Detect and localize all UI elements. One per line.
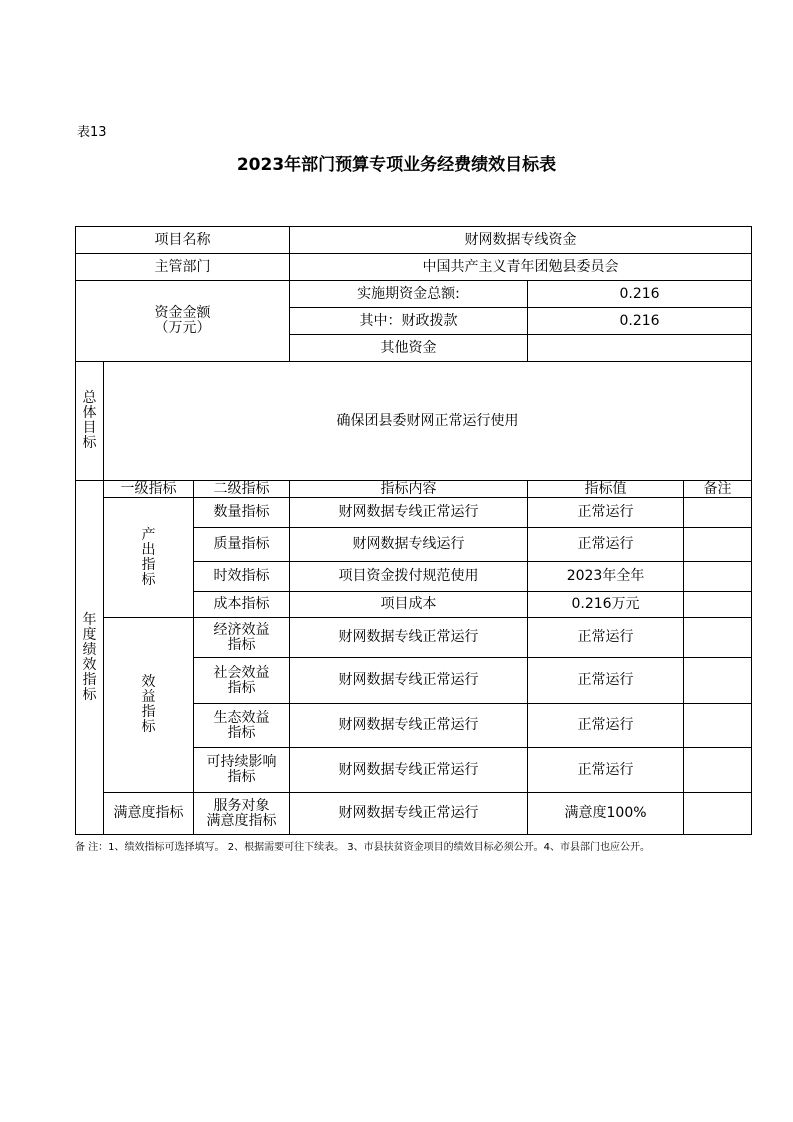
output-label-char: 出 [141, 541, 156, 558]
other-funds-value [528, 335, 752, 362]
benefit-label-char: 效 [141, 674, 156, 690]
value-cell: 正常运行 [528, 748, 684, 793]
total-funds-value: 0.216 [528, 281, 752, 308]
content-cell: 项目成本 [290, 592, 528, 618]
value-cell: 满意度100% [528, 793, 684, 835]
table-row [76, 618, 752, 658]
header-remark: 备注 [684, 481, 752, 498]
indicator-header-row [76, 481, 752, 498]
department-value: 中国共产主义青年团勉县委员会 [290, 254, 752, 281]
remark-cell [684, 498, 752, 528]
project-name-row [76, 227, 752, 254]
overall-goal-text: 确保团县委财网正常运行使用 [104, 362, 752, 481]
funds-label [76, 281, 290, 362]
overall-goal-char: 目 [82, 420, 97, 436]
remark-cell [684, 592, 752, 618]
level2-line2: 指标 [227, 679, 256, 696]
level2-cell [194, 793, 290, 835]
level2-line1: 服务对象 [213, 797, 270, 814]
overall-goal-row [76, 362, 752, 481]
page-title: 2023年部门预算专项业务经费绩效目标表 [236, 155, 557, 175]
annual-label-char: 度 [82, 626, 97, 643]
remark-cell [684, 748, 752, 793]
value-cell: 正常运行 [528, 704, 684, 748]
content-cell: 财网数据专线正常运行 [290, 748, 528, 793]
total-funds-label: 实施期资金总额: [290, 281, 528, 308]
level2-cell [194, 618, 290, 658]
value-cell: 正常运行 [528, 528, 684, 562]
overall-goal-label [76, 362, 104, 481]
annual-indicator-label [76, 481, 104, 835]
value-cell: 正常运行 [528, 658, 684, 704]
benefit-label-char: 益 [141, 689, 156, 705]
funds-label-line2: （万元） [154, 320, 211, 336]
header-value: 指标值 [528, 481, 684, 498]
project-name-value: 财网数据专线资金 [290, 227, 752, 254]
content-cell: 项目资金拨付规范使用 [290, 562, 528, 592]
level2-cell: 质量指标 [194, 528, 290, 562]
annual-label-char: 绩 [82, 641, 97, 658]
funds-total-row [76, 281, 752, 308]
value-cell: 2023年全年 [528, 562, 684, 592]
remark-cell [684, 562, 752, 592]
output-label-char: 标 [141, 571, 156, 588]
department-label: 主管部门 [76, 254, 290, 281]
level2-cell: 数量指标 [194, 498, 290, 528]
annual-label-char: 效 [82, 656, 97, 673]
level2-line2: 指标 [227, 636, 256, 653]
level2-cell [194, 658, 290, 704]
level2-line1: 可持续影响 [206, 754, 277, 770]
level2-cell: 时效指标 [194, 562, 290, 592]
remark-cell [684, 528, 752, 562]
level2-line1: 社会效益 [213, 664, 270, 681]
department-row [76, 254, 752, 281]
benefit-indicator-label [104, 618, 194, 793]
value-cell: 0.216万元 [528, 592, 684, 618]
content-cell: 财网数据专线正常运行 [290, 658, 528, 704]
other-funds-label: 其他资金 [290, 335, 528, 362]
fiscal-funds-value: 0.216 [528, 308, 752, 335]
header-level2: 二级指标 [194, 481, 290, 498]
remark-cell [684, 704, 752, 748]
table-row [76, 498, 752, 528]
output-indicator-label [104, 498, 194, 618]
satisfaction-indicator-label: 满意度指标 [104, 793, 194, 835]
value-cell: 正常运行 [528, 498, 684, 528]
performance-table [75, 226, 752, 835]
output-label-char: 指 [141, 556, 156, 573]
header-content: 指标内容 [290, 481, 528, 498]
benefit-label-char: 标 [141, 719, 156, 735]
annual-label-char: 指 [82, 671, 97, 688]
remark-cell [684, 618, 752, 658]
level2-cell [194, 748, 290, 793]
content-cell: 财网数据专线正常运行 [290, 618, 528, 658]
overall-goal-char: 标 [82, 435, 97, 451]
level2-line1: 经济效益 [213, 621, 270, 638]
overall-goal-char: 总 [82, 390, 97, 406]
table-number: 表13 [77, 125, 107, 140]
annual-label-char: 年 [82, 611, 97, 628]
content-cell: 财网数据专线正常运行 [290, 704, 528, 748]
content-cell: 财网数据专线运行 [290, 528, 528, 562]
level2-line2: 满意度指标 [206, 812, 277, 829]
footnote: 备 注：1、绩效指标可选择填写。 2、根据需要可往下续表。 3、市县扶贫资金项目的绩效目标必须公开。4、市县部门也应公开。 [75, 842, 650, 853]
level2-line2: 指标 [227, 724, 256, 741]
level2-cell: 成本指标 [194, 592, 290, 618]
remark-cell [684, 793, 752, 835]
level2-line2: 指标 [227, 769, 256, 785]
overall-goal-char: 体 [82, 405, 97, 421]
table-row [76, 793, 752, 835]
funds-label-line1: 资金金额 [154, 305, 211, 321]
benefit-label-char: 指 [141, 704, 156, 720]
content-cell: 财网数据专线正常运行 [290, 498, 528, 528]
annual-label-char: 标 [82, 686, 97, 703]
remark-cell [684, 658, 752, 704]
header-level1: 一级指标 [104, 481, 194, 498]
level2-line1: 生态效益 [213, 709, 270, 726]
fiscal-funds-label: 其中：财政拨款 [290, 308, 528, 335]
content-cell: 财网数据专线正常运行 [290, 793, 528, 835]
level2-cell [194, 704, 290, 748]
output-label-char: 产 [141, 526, 156, 543]
value-cell: 正常运行 [528, 618, 684, 658]
project-name-label: 项目名称 [76, 227, 290, 254]
